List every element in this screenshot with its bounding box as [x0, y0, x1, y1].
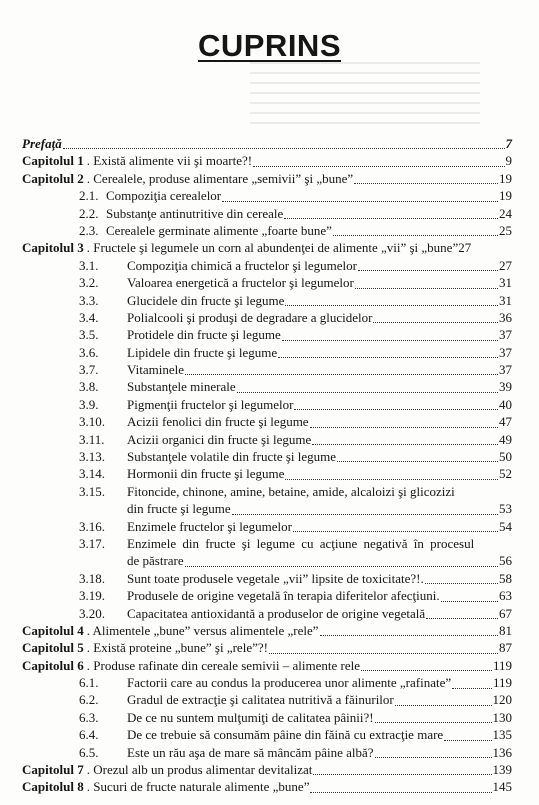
section-number: 3.14. [79, 466, 105, 482]
section-number: 6.4. [79, 727, 99, 743]
dot-leader [293, 531, 498, 532]
dot-leader [358, 270, 498, 271]
page-number: 56 [499, 553, 512, 569]
page-number: 139 [492, 762, 512, 778]
entry-title: Substanţe antinutritive din cereale [106, 205, 284, 221]
dot-leader [373, 322, 498, 323]
section-number: 6.2. [79, 692, 99, 708]
toc-entry [22, 361, 512, 378]
dot-leader [285, 479, 498, 480]
entry-title: Pigmenţii fructelor şi legumelor [127, 396, 294, 412]
toc-entry [22, 709, 512, 726]
section-number: 3.3. [79, 292, 99, 308]
toc-entry [22, 674, 512, 691]
toc-entry [22, 761, 512, 778]
page-title: CUPRINS [197, 28, 341, 63]
toc-entry [22, 222, 512, 239]
section-number: 3.4. [79, 309, 99, 325]
dot-leader [395, 705, 492, 706]
chapter-label: Capitolul 3 [22, 240, 84, 256]
entry-title: Sunt toate produsele vegetale „vii” lipsite de toxicitate?!. [127, 570, 424, 586]
toc-entry [22, 292, 512, 309]
entry-title: Compoziţia cerealelor [106, 188, 222, 204]
toc-entry [22, 778, 512, 795]
dot-leader [375, 757, 492, 758]
entry-title: Valoarea energetică a fructelor şi legumelor [127, 275, 354, 291]
page-number: 135 [492, 727, 512, 743]
toc-entry [22, 622, 512, 639]
toc-entry [22, 570, 512, 587]
toc-entry [22, 152, 512, 169]
entry-title: Produsele de origine vegetală în terapia diferitelor afecţiuni. [127, 588, 440, 604]
dot-leader [441, 601, 498, 602]
page-number: 39 [499, 379, 512, 395]
section-number: 3.19. [79, 588, 105, 604]
dot-leader [63, 148, 505, 149]
toc-entry [22, 274, 512, 291]
toc-entry [22, 744, 512, 761]
dot-leader [320, 635, 499, 636]
page-number: 50 [499, 449, 512, 465]
dot-leader [185, 566, 498, 567]
page-number: 119 [492, 675, 512, 691]
toc-entry [22, 726, 512, 743]
section-number: 3.18. [79, 570, 105, 586]
entry-title: Hormonii din fructe şi legume [127, 466, 285, 482]
toc-entry [22, 605, 512, 622]
chapter-label: Capitolul 5 [22, 640, 84, 656]
page-number: 25 [499, 222, 512, 238]
dot-leader [361, 670, 492, 671]
section-number: 3.11. [79, 431, 105, 447]
toc-entry [22, 639, 512, 656]
page-number: 31 [499, 275, 512, 291]
dot-leader [333, 235, 498, 236]
dot-leader [375, 722, 492, 723]
dot-leader [337, 461, 498, 462]
entry-title: Prefaţă [22, 135, 62, 151]
page-number: 31 [499, 292, 512, 308]
dot-leader [452, 688, 492, 689]
section-number: 3.17. [79, 535, 105, 551]
page-number: 52 [499, 466, 512, 482]
entry-title: Enzimele din fructe şi legume cu acţiune negativă în procesul [127, 535, 475, 551]
section-number: 3.8. [79, 379, 99, 395]
section-number: 3.9. [79, 396, 99, 412]
section-number: 3.5. [79, 327, 99, 343]
page-number: 120 [492, 692, 512, 708]
toc-entry [22, 552, 512, 569]
dot-leader [185, 374, 498, 375]
page-number: 36 [499, 309, 512, 325]
toc-entry [22, 692, 512, 709]
entry-title: Capacitatea antioxidantă a produselor de origine vegetală [127, 605, 426, 621]
entry-title: Protidele din fructe şi legume [127, 327, 281, 343]
page-number: 47 [499, 414, 512, 430]
page-number: 58 [499, 570, 512, 586]
entry-title: Compoziţia chimică a fructelor şi legumelor [127, 257, 357, 273]
toc-entry [22, 326, 512, 343]
page-number: 37 [499, 344, 512, 360]
page-number: 37 [499, 362, 512, 378]
chapter-label: Capitolul 2 [22, 170, 84, 186]
entry-title: . Alimentele „bune” versus alimentele „rele” [86, 622, 319, 638]
page-number: 54 [499, 518, 512, 534]
entry-title: de păstrare [127, 553, 184, 569]
toc-entry [22, 257, 512, 274]
toc-entry [22, 309, 512, 326]
entry-title: Este un rău aşa de mare să mâncăm pâine albă? [127, 744, 374, 760]
entry-title: De ce nu suntem mulţumiţi de calitatea pâinii?! [127, 709, 374, 725]
toc-entry [22, 500, 512, 517]
entry-title: . Sucuri de fructe naturale alimente „bune” [86, 779, 310, 795]
toc-entry [22, 344, 512, 361]
toc-entry [22, 239, 512, 256]
toc-entry [22, 448, 512, 465]
dot-leader [310, 427, 498, 428]
entry-title: . Cerealele, produse alimentare „semivii” şi „bune” [86, 170, 354, 186]
chapter-label: Capitolul 6 [22, 657, 84, 673]
entry-title: . Produse rafinate din cereale semivii – alimente rele [86, 657, 361, 673]
dot-leader [425, 583, 498, 584]
dot-leader [269, 653, 498, 654]
page-number: 136 [492, 744, 512, 760]
section-number: 2.2. [79, 205, 99, 221]
table-of-contents [22, 135, 512, 796]
toc-entry [22, 135, 512, 152]
toc-entry [22, 518, 512, 535]
dot-leader [232, 514, 498, 515]
dot-leader [313, 774, 491, 775]
page-number: 40 [499, 396, 512, 412]
section-number: 3.13. [79, 449, 105, 465]
page-number: 130 [492, 709, 512, 725]
chapter-label: Capitolul 7 [22, 762, 84, 778]
page-number: 87 [499, 640, 512, 656]
entry-title: Substanţele volatile din fructe şi legume [127, 449, 337, 465]
toc-entry [22, 396, 512, 413]
dot-leader [294, 409, 498, 410]
entry-title: . Există alimente vii şi moarte?! [86, 153, 253, 169]
dot-leader [426, 618, 498, 619]
section-number: 3.7. [79, 362, 99, 378]
dot-leader [310, 792, 491, 793]
toc-entry [22, 657, 512, 674]
dot-leader [444, 740, 491, 741]
section-number: 6.5. [79, 744, 99, 760]
entry-title: . Orezul alb un produs alimentar devitalizat [86, 762, 313, 778]
dot-leader [237, 392, 498, 393]
dot-leader [355, 288, 498, 289]
entry-title: din fructe şi legume [127, 501, 231, 517]
entry-title: Fitoncide, chinone, amine, betaine, amide, alcaloizi şi glicozizi [127, 483, 455, 499]
entry-title: Vitaminele [127, 362, 184, 378]
chapter-label: Capitolul 4 [22, 622, 84, 638]
dot-leader [253, 166, 504, 167]
page-number: 9 [505, 153, 512, 169]
page-number: 27 [499, 257, 512, 273]
entry-title: Polialcooli şi produşi de degradare a glucidelor [127, 309, 373, 325]
page-number: 49 [499, 431, 512, 447]
entry-title: Cerealele germinate alimente „foarte bune” [106, 222, 332, 238]
toc-entry [22, 483, 512, 500]
toc-entry [22, 170, 512, 187]
section-number: 3.6. [79, 344, 99, 360]
section-number: 2.3. [79, 222, 99, 238]
toc-entry [22, 465, 512, 482]
dot-leader [282, 340, 498, 341]
entry-title: Acizii organici din fructe şi legume [127, 431, 312, 447]
entry-title: Lipidele din fructe şi legume [127, 344, 278, 360]
section-number: 3.1. [79, 257, 99, 273]
entry-title: . Fructele şi legumele un corn al abundenţei de alimente „vii” şi „bune” [86, 240, 459, 256]
chapter-label: Capitolul 1 [22, 153, 84, 169]
dot-leader [312, 444, 498, 445]
section-number: 3.20. [79, 605, 105, 621]
entry-title: De ce trebuie să consumăm pâine din făină cu extracţie mare [127, 727, 444, 743]
page-number: 19 [499, 188, 512, 204]
section-number: 6.3. [79, 709, 99, 725]
dot-leader [278, 357, 498, 358]
dot-leader [284, 218, 498, 219]
toc-entry [22, 378, 512, 395]
entry-title: Factorii care au condus la producerea unor alimente „rafinate” [127, 675, 452, 691]
page-number: 63 [499, 588, 512, 604]
page-number: 19 [499, 170, 512, 186]
toc-entry [22, 587, 512, 604]
page-number: 53 [499, 501, 512, 517]
toc-entry [22, 535, 512, 552]
section-number: 3.16. [79, 518, 105, 534]
toc-entry [22, 187, 512, 204]
page-number: 145 [492, 779, 512, 795]
chapter-label: Capitolul 8 [22, 779, 84, 795]
toc-entry [22, 205, 512, 222]
page-number: 37 [499, 327, 512, 343]
entry-title: Acizii fenolici din fructe şi legume [127, 414, 309, 430]
section-number: 3.10. [79, 414, 105, 430]
page-number: 81 [499, 622, 512, 638]
page-number: 67 [499, 605, 512, 621]
toc-entry [22, 431, 512, 448]
section-number: 6.1. [79, 675, 99, 691]
toc-entry [22, 413, 512, 430]
section-number: 3.15. [79, 483, 105, 499]
dot-leader [222, 201, 498, 202]
dot-leader [354, 183, 498, 184]
page-number: 27 [458, 240, 472, 256]
bleed-through-text [250, 62, 480, 132]
entry-title: . Există proteine „bune” şi „rele”?! [86, 640, 268, 656]
dot-leader [285, 305, 498, 306]
page-number: 7 [505, 135, 512, 151]
page-number: 119 [492, 657, 512, 673]
entry-title: Enzimele fructelor şi legumelor [127, 518, 292, 534]
entry-title: Gradul de extracţie şi calitatea nutritivă a făinurilor [127, 692, 394, 708]
section-number: 3.2. [79, 275, 99, 291]
section-number: 2.1. [79, 188, 99, 204]
entry-title: Substanţele minerale [127, 379, 236, 395]
page-number: 24 [499, 205, 512, 221]
entry-title: Glucidele din fructe şi legume [127, 292, 285, 308]
